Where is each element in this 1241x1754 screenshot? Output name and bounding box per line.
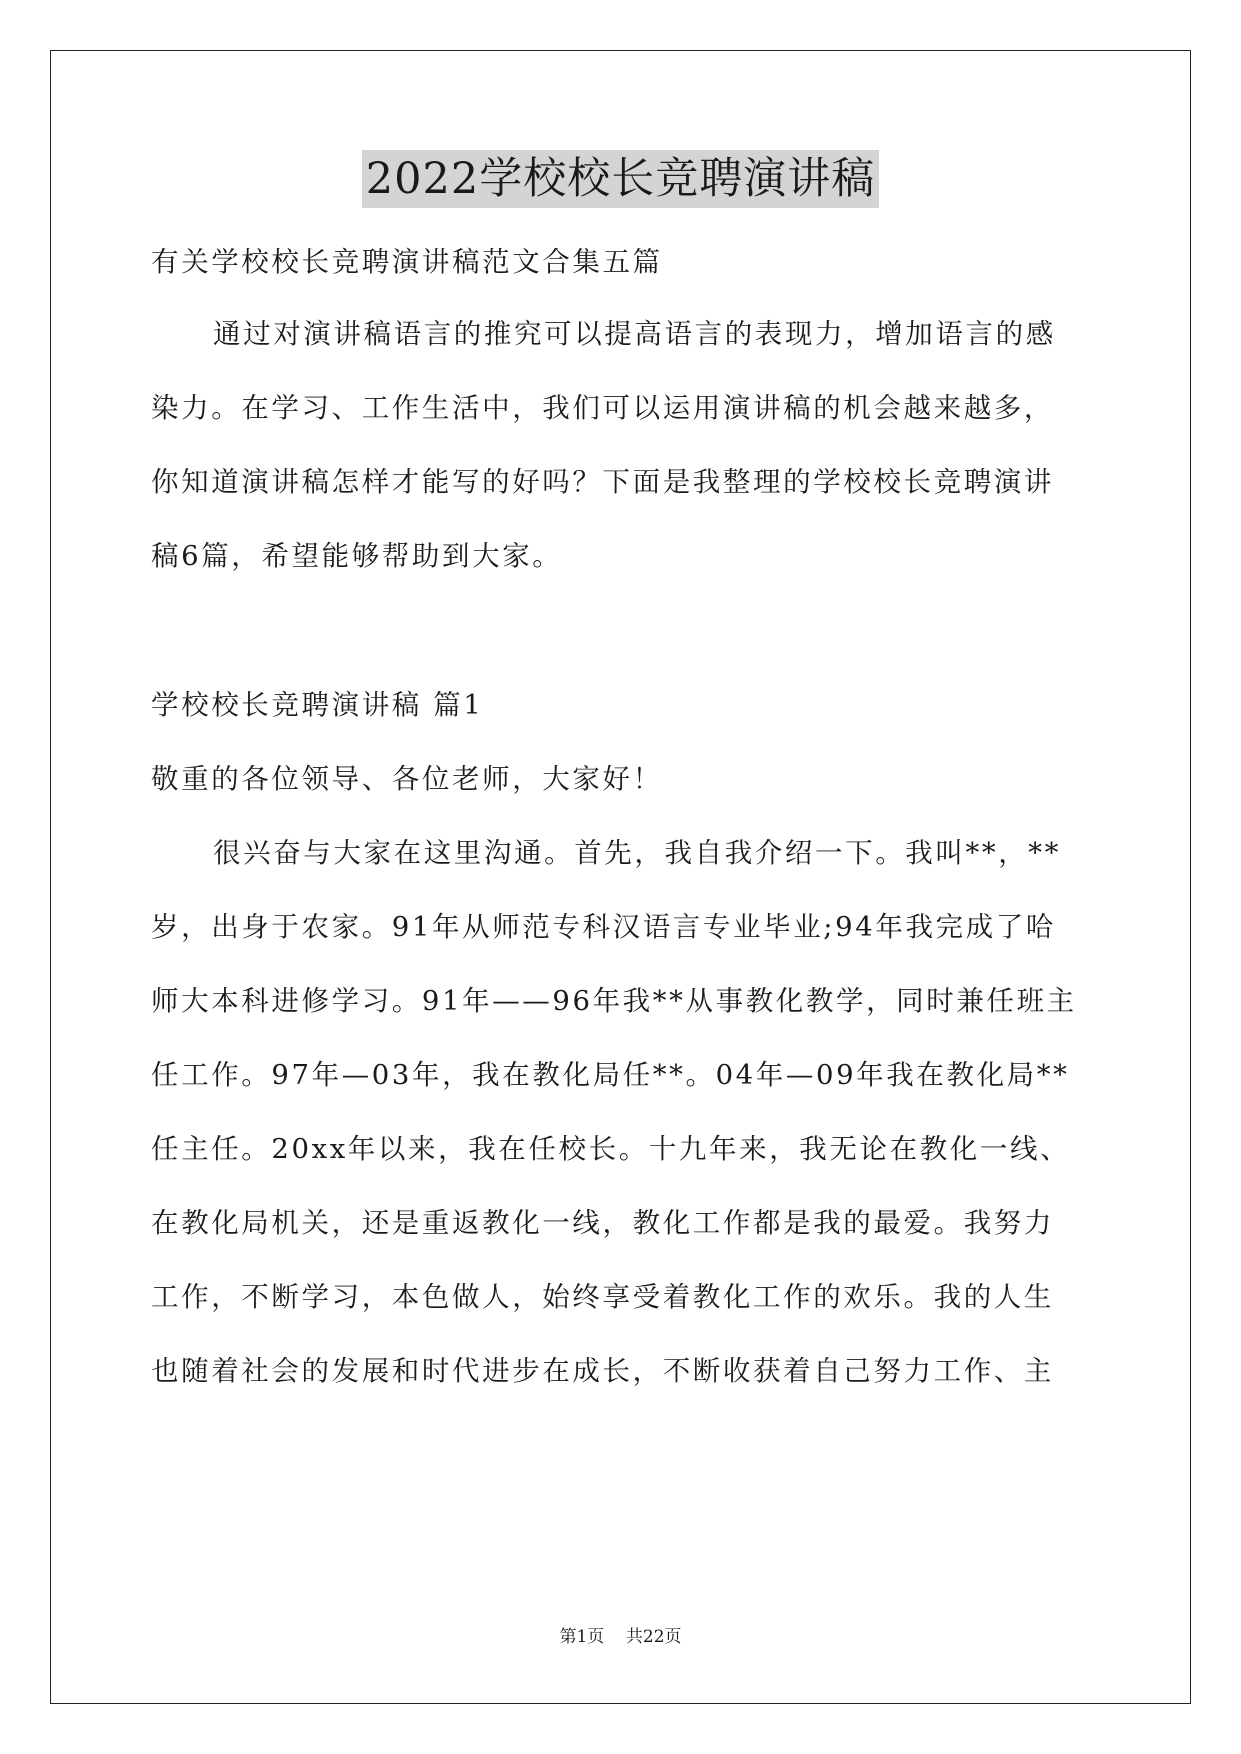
section-heading: 学校校长竞聘演讲稿 篇1: [151, 689, 484, 721]
body-line: 任工作。97年—03年，我在教化局任**。04年—09年我在教化局**: [151, 1059, 1070, 1091]
body-line: 在教化局机关，还是重返教化一线，教化工作都是我的最爱。我努力: [151, 1207, 1054, 1239]
intro-line: 你知道演讲稿怎样才能写的好吗？下面是我整理的学校校长竞聘演讲: [151, 466, 1054, 498]
document-title: 2022学校校长竞聘演讲稿: [362, 150, 879, 208]
body-line: 工作，不断学习，本色做人，始终享受着教化工作的欢乐。我的人生: [151, 1281, 1054, 1313]
page-border: [50, 50, 1191, 1704]
page-number-label: 第1页 共22页: [559, 1627, 682, 1647]
intro-line: 通过对演讲稿语言的推究可以提高语言的表现力，增加语言的感: [213, 318, 1056, 350]
intro-line: 稿6篇，希望能够帮助到大家。: [151, 540, 563, 572]
page-footer: [0, 1626, 1241, 1648]
body-line: 任主任。20xx年以来，我在任校长。十九年来，我无论在教化一线、: [151, 1133, 1071, 1165]
body-line: 师大本科进修学习。91年——96年我**从事教化教学，同时兼任班主: [151, 985, 1077, 1017]
title-container: [0, 150, 1241, 208]
intro-line: 染力。在学习、工作生活中，我们可以运用演讲稿的机会越来越多，: [151, 392, 1054, 424]
body-line: 也随着社会的发展和时代进步在成长，不断收获着自己努力工作、主: [151, 1355, 1054, 1387]
body-line: 岁，出身于农家。91年从师范专科汉语言专业毕业;94年我完成了哈: [151, 911, 1056, 943]
greeting: 敬重的各位领导、各位老师，大家好！: [151, 763, 663, 795]
document-subtitle: 有关学校校长竞聘演讲稿范文合集五篇: [151, 246, 663, 278]
body-line: 很兴奋与大家在这里沟通。首先，我自我介绍一下。我叫**，**: [213, 837, 1061, 869]
